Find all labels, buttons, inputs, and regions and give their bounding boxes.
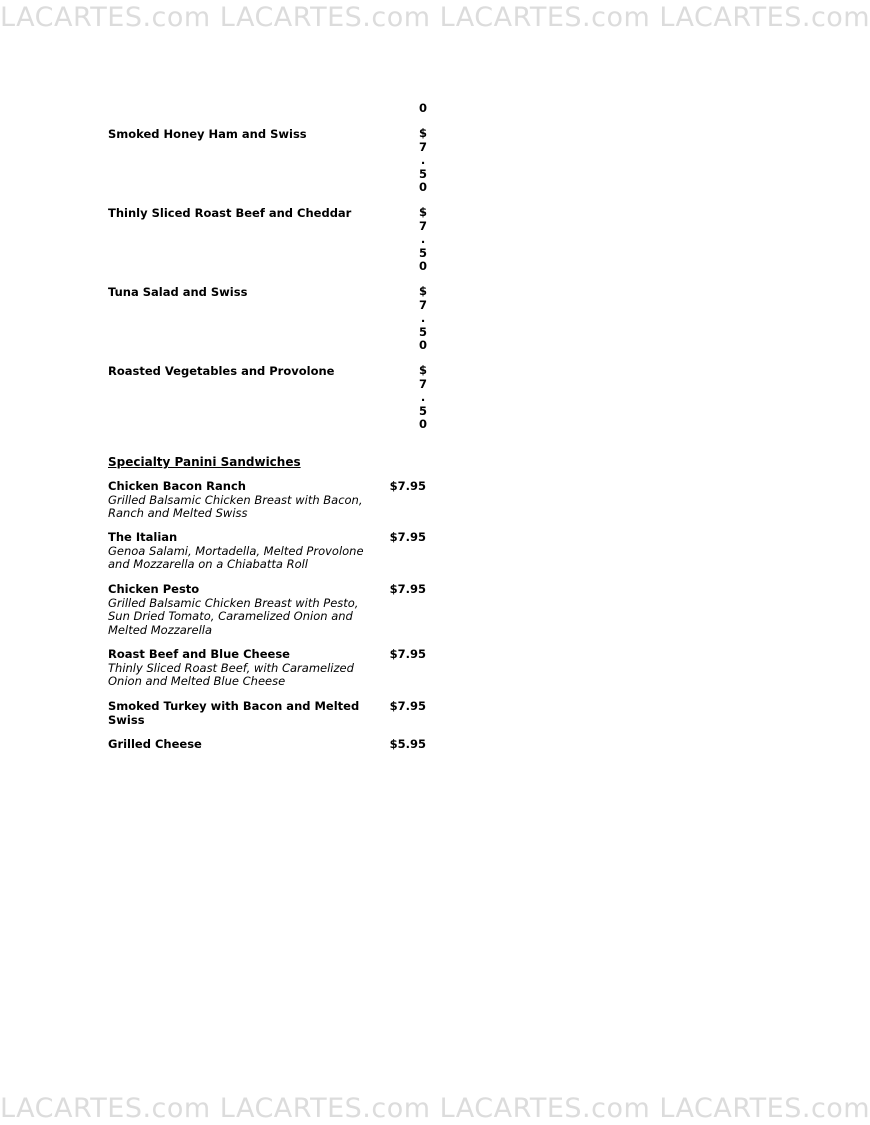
price-char: 7 bbox=[418, 139, 427, 154]
price-char: 7 bbox=[418, 297, 427, 312]
menu-item-name: Grilled Cheese bbox=[108, 737, 202, 751]
price-char: 7 bbox=[418, 218, 427, 233]
menu-item bbox=[108, 738, 438, 752]
price-char: 0 bbox=[418, 417, 427, 432]
menu-item-name: Chicken Pesto bbox=[108, 582, 200, 596]
menu-item-price: $7.95 bbox=[389, 582, 426, 596]
menu-item-name: Roast Beef and Blue Cheese bbox=[108, 647, 290, 661]
price-char: 0 bbox=[418, 180, 427, 195]
watermark-top: LACARTES.com LACARTES.com LACARTES.com LACARTES.com bbox=[0, 3, 870, 33]
price-char: 7 bbox=[418, 376, 427, 391]
menu-item bbox=[108, 480, 438, 521]
menu-item-name: Smoked Turkey with Bacon and Melted Swiss bbox=[108, 699, 360, 727]
menu-item-description: Grilled Balsamic Chicken Breast with Pesto, Sun Dried Tomato, Caramelized Onion and Melted Mozzarella bbox=[108, 595, 359, 637]
menu-item-name: Thinly Sliced Roast Beef and Cheddar bbox=[108, 206, 352, 220]
menu-item bbox=[108, 648, 438, 689]
price-char: $ bbox=[418, 284, 427, 298]
price-char: 0 bbox=[418, 338, 427, 353]
price-char: 0 bbox=[418, 101, 427, 115]
menu-item bbox=[108, 531, 438, 572]
price-char: . bbox=[420, 153, 426, 168]
menu-item-price: $7.95 bbox=[389, 530, 426, 544]
menu-item-name: Tuna Salad and Swiss bbox=[108, 285, 248, 299]
watermark-bottom: LACARTES.com LACARTES.com LACARTES.com LACARTES.com bbox=[0, 1094, 870, 1124]
price-char: . bbox=[420, 232, 426, 247]
vertical-price bbox=[418, 364, 428, 432]
menu-item-name: Chicken Bacon Ranch bbox=[108, 479, 246, 493]
section-title: Specialty Panini Sandwiches bbox=[108, 455, 301, 469]
price-char: . bbox=[420, 311, 426, 326]
price-char: 5 bbox=[418, 245, 427, 260]
menu-item-price: $7.95 bbox=[389, 647, 426, 661]
menu-item bbox=[108, 700, 438, 727]
price-char: $ bbox=[418, 363, 427, 377]
price-char: 5 bbox=[418, 403, 427, 418]
price-fragment bbox=[418, 102, 428, 116]
price-char: . bbox=[420, 390, 426, 405]
vertical-price bbox=[418, 285, 428, 353]
price-char: $ bbox=[418, 126, 427, 140]
price-char: 5 bbox=[418, 166, 427, 181]
price-char: 5 bbox=[418, 324, 427, 339]
menu-item-price: $5.95 bbox=[389, 737, 426, 751]
menu-item bbox=[108, 583, 438, 637]
menu-item-name: Roasted Vegetables and Provolone bbox=[108, 364, 335, 378]
menu-item-description: Genoa Salami, Mortadella, Melted Provolone and Mozzarella on a Chiabatta Roll bbox=[108, 543, 364, 572]
vertical-price bbox=[418, 127, 428, 195]
price-char: 0 bbox=[418, 259, 427, 274]
menu-item-name: Smoked Honey Ham and Swiss bbox=[108, 127, 307, 141]
menu-item-price: $7.95 bbox=[389, 479, 426, 493]
menu-item-description: Thinly Sliced Roast Beef, with Caramelized Onion and Melted Blue Cheese bbox=[108, 660, 354, 689]
price-char: $ bbox=[418, 205, 427, 219]
menu-item-price: $7.95 bbox=[389, 699, 426, 713]
menu-item-description: Grilled Balsamic Chicken Breast with Bacon, Ranch and Melted Swiss bbox=[108, 492, 363, 521]
vertical-price bbox=[418, 206, 428, 274]
menu-item-name: The Italian bbox=[108, 530, 178, 544]
